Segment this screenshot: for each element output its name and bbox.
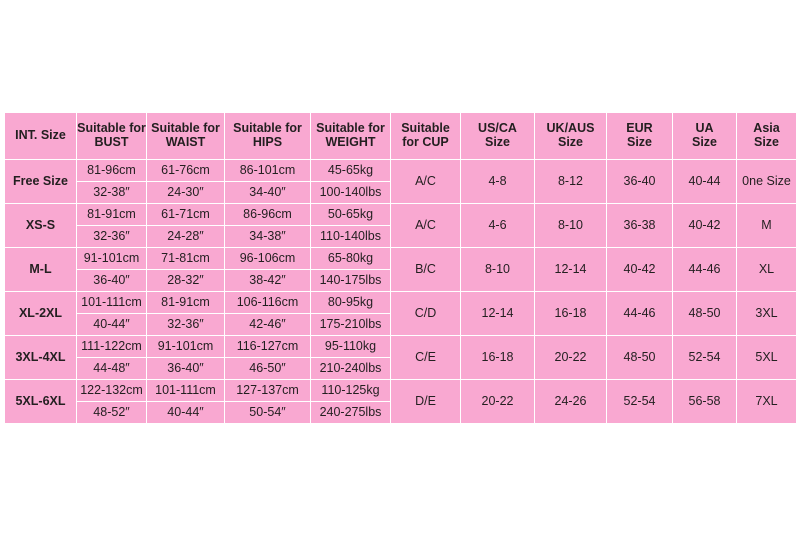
cell-bust-metric: 111-122cm: [77, 336, 147, 358]
cell-eur: 36-40: [607, 160, 673, 204]
header-line-2: HIPS: [252, 135, 283, 149]
cell-waist-metric: 61-76cm: [147, 160, 225, 182]
cell-ua: 52-54: [673, 336, 737, 380]
cell-asia: 0ne Size: [737, 160, 797, 204]
cell-waist-metric: 71-81cm: [147, 248, 225, 270]
header-line-2: Size: [626, 135, 652, 149]
cell-waist-metric: 61-71cm: [147, 204, 225, 226]
header-int-size: [5, 113, 77, 160]
cell-int-size: 3XL-4XL: [5, 336, 77, 380]
cell-weight-lbs: 100-140lbs: [311, 182, 391, 204]
header-line-1: EUR: [626, 121, 653, 136]
cell-waist-imperial: 28-32″: [147, 270, 225, 292]
cell-waist-imperial: 24-28″: [147, 226, 225, 248]
header-line-1: Suitable for: [77, 121, 146, 136]
cell-weight-lbs: 175-210lbs: [311, 314, 391, 336]
cell-weight-lbs: 240-275lbs: [311, 402, 391, 424]
cell-hips-metric: 127-137cm: [225, 380, 311, 402]
cell-weight-kg: 50-65kg: [311, 204, 391, 226]
size-chart-container: [4, 112, 796, 424]
table-row: [5, 380, 797, 402]
cell-uk-aus: 16-18: [535, 292, 607, 336]
header-line-2: Size: [557, 135, 583, 149]
cell-hips-metric: 86-96cm: [225, 204, 311, 226]
cell-us-ca: 12-14: [461, 292, 535, 336]
size-chart-table: [4, 112, 797, 424]
cell-weight-kg: 45-65kg: [311, 160, 391, 182]
table-row: [5, 248, 797, 270]
header-row: [5, 113, 797, 160]
cell-waist-imperial: 36-40″: [147, 358, 225, 380]
header-line-1: Suitable for: [233, 121, 302, 136]
cell-waist-metric: 91-101cm: [147, 336, 225, 358]
cell-bust-metric: 81-96cm: [77, 160, 147, 182]
cell-bust-imperial: 36-40″: [77, 270, 147, 292]
cell-hips-metric: 106-116cm: [225, 292, 311, 314]
header-line-1: Suitable for: [151, 121, 220, 136]
cell-ua: 44-46: [673, 248, 737, 292]
cell-hips-metric: 96-106cm: [225, 248, 311, 270]
cell-hips-metric: 86-101cm: [225, 160, 311, 182]
cell-ua: 48-50: [673, 292, 737, 336]
cell-waist-imperial: 32-36″: [147, 314, 225, 336]
cell-bust-imperial: 44-48″: [77, 358, 147, 380]
cell-weight-kg: 95-110kg: [311, 336, 391, 358]
header-cup: [391, 113, 461, 160]
header-line-2: Size: [753, 135, 779, 149]
cell-bust-imperial: 32-36″: [77, 226, 147, 248]
cell-bust-metric: 91-101cm: [77, 248, 147, 270]
header-line-2: WAIST: [165, 135, 206, 149]
header-us-ca: [461, 113, 535, 160]
header-line-1: INT. Size: [15, 128, 66, 143]
cell-cup: A/C: [391, 160, 461, 204]
table-row: [5, 292, 797, 314]
header-waist: [147, 113, 225, 160]
cell-asia: XL: [737, 248, 797, 292]
header-line-1: US/CA: [478, 121, 517, 136]
header-weight: [311, 113, 391, 160]
table-body: [5, 160, 797, 424]
header-line-2: for CUP: [402, 135, 449, 149]
cell-cup: C/D: [391, 292, 461, 336]
cell-hips-imperial: 38-42″: [225, 270, 311, 292]
cell-ua: 40-42: [673, 204, 737, 248]
table-row: [5, 204, 797, 226]
table-row: [5, 160, 797, 182]
cell-us-ca: 4-8: [461, 160, 535, 204]
cell-waist-imperial: 24-30″: [147, 182, 225, 204]
cell-cup: B/C: [391, 248, 461, 292]
cell-hips-imperial: 46-50″: [225, 358, 311, 380]
cell-eur: 44-46: [607, 292, 673, 336]
cell-int-size: 5XL-6XL: [5, 380, 77, 424]
header-line-2: Size: [484, 135, 510, 149]
cell-waist-imperial: 40-44″: [147, 402, 225, 424]
cell-asia: 7XL: [737, 380, 797, 424]
cell-uk-aus: 8-12: [535, 160, 607, 204]
cell-int-size: Free Size: [5, 160, 77, 204]
header-line-1: UA: [695, 121, 714, 136]
cell-hips-metric: 116-127cm: [225, 336, 311, 358]
cell-ua: 40-44: [673, 160, 737, 204]
cell-bust-imperial: 32-38″: [77, 182, 147, 204]
cell-us-ca: 16-18: [461, 336, 535, 380]
cell-int-size: M-L: [5, 248, 77, 292]
header-line-2: Size: [691, 135, 717, 149]
header-bust: [77, 113, 147, 160]
cell-asia: 3XL: [737, 292, 797, 336]
cell-asia: M: [737, 204, 797, 248]
cell-us-ca: 20-22: [461, 380, 535, 424]
cell-uk-aus: 24-26: [535, 380, 607, 424]
cell-cup: C/E: [391, 336, 461, 380]
cell-weight-lbs: 110-140lbs: [311, 226, 391, 248]
cell-bust-imperial: 40-44″: [77, 314, 147, 336]
cell-weight-lbs: 140-175lbs: [311, 270, 391, 292]
cell-weight-kg: 65-80kg: [311, 248, 391, 270]
cell-ua: 56-58: [673, 380, 737, 424]
header-line-1: UK/AUS: [546, 121, 595, 136]
header-uk-aus: [535, 113, 607, 160]
cell-asia: 5XL: [737, 336, 797, 380]
header-asia: [737, 113, 797, 160]
cell-hips-imperial: 34-38″: [225, 226, 311, 248]
cell-cup: D/E: [391, 380, 461, 424]
cell-int-size: XL-2XL: [5, 292, 77, 336]
cell-uk-aus: 12-14: [535, 248, 607, 292]
cell-eur: 48-50: [607, 336, 673, 380]
cell-bust-metric: 101-111cm: [77, 292, 147, 314]
cell-bust-metric: 122-132cm: [77, 380, 147, 402]
cell-bust-imperial: 48-52″: [77, 402, 147, 424]
header-line-1: Suitable for: [316, 121, 385, 136]
cell-bust-metric: 81-91cm: [77, 204, 147, 226]
cell-int-size: XS-S: [5, 204, 77, 248]
header-line-2: WEIGHT: [325, 135, 376, 149]
header-line-2: BUST: [94, 135, 129, 149]
cell-hips-imperial: 50-54″: [225, 402, 311, 424]
cell-eur: 36-38: [607, 204, 673, 248]
cell-us-ca: 4-6: [461, 204, 535, 248]
cell-weight-kg: 110-125kg: [311, 380, 391, 402]
header-line-1: Asia: [753, 121, 780, 136]
cell-weight-lbs: 210-240lbs: [311, 358, 391, 380]
table-row: [5, 336, 797, 358]
header-ua: [673, 113, 737, 160]
cell-waist-metric: 81-91cm: [147, 292, 225, 314]
cell-hips-imperial: 34-40″: [225, 182, 311, 204]
header-line-1: Suitable: [401, 121, 450, 136]
cell-us-ca: 8-10: [461, 248, 535, 292]
cell-waist-metric: 101-111cm: [147, 380, 225, 402]
cell-eur: 40-42: [607, 248, 673, 292]
cell-uk-aus: 8-10: [535, 204, 607, 248]
cell-cup: A/C: [391, 204, 461, 248]
cell-weight-kg: 80-95kg: [311, 292, 391, 314]
cell-uk-aus: 20-22: [535, 336, 607, 380]
cell-hips-imperial: 42-46″: [225, 314, 311, 336]
cell-eur: 52-54: [607, 380, 673, 424]
header-eur: [607, 113, 673, 160]
table-header: [5, 113, 797, 160]
header-hips: [225, 113, 311, 160]
